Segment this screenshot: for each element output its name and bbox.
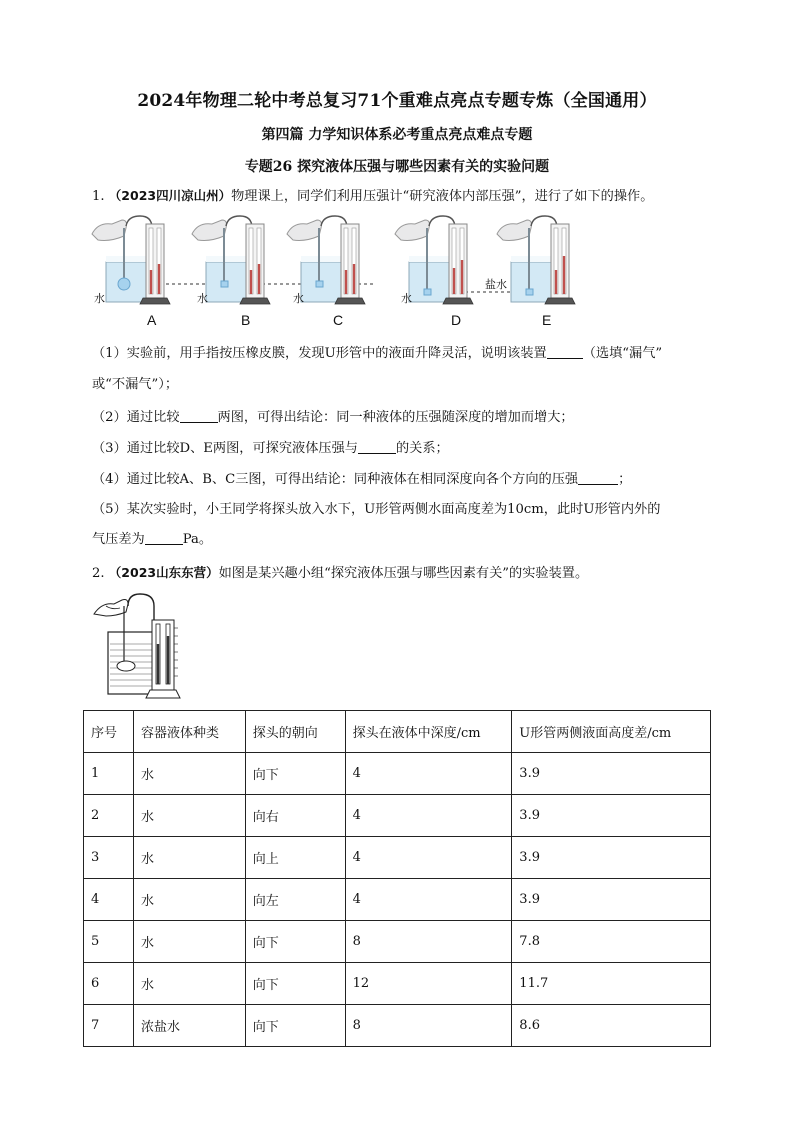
table-cell: 向下 [245, 1005, 345, 1047]
table-row [84, 1005, 711, 1047]
question-source: （2023山东东营） [108, 565, 219, 580]
section-heading: 第四篇 力学知识体系必考重点亮点难点专题 [261, 127, 533, 143]
table-row [84, 879, 711, 921]
q1-part-5-line-2: 气压差为 Pa。 [92, 532, 213, 547]
document-title: 2024年物理二轮中考总复习71个重难点亮点专题专炼（全国通用） [137, 91, 657, 111]
q1-part-1-line-1: （1）实验前，用手指按压橡皮膜，发现U形管中的液面升降灵活，说明该装置 （选填“漏气” [92, 346, 663, 361]
topic-heading: 专题26 探究液体压强与哪些因素有关的实验问题 [244, 159, 550, 175]
q1-part-2: （2）通过比较 两图，可得出结论：同一种液体的压强随深度的增加而增大； [92, 410, 574, 425]
water-label-d: 水 [401, 293, 412, 305]
salt-water-label: 盐水 [485, 279, 507, 291]
water-label-c: 水 [293, 293, 304, 305]
table-cell: 2 [84, 795, 134, 837]
hand [497, 220, 532, 241]
table-cell: 11.7 [512, 963, 711, 1005]
water-label-b: 水 [197, 293, 208, 305]
figure-label-c: C [333, 312, 344, 328]
pressure-gauge-sketch [92, 592, 192, 702]
figure-label-e: E [542, 312, 552, 328]
column-header: 容器液体种类 [133, 711, 245, 753]
question-number: 1. [92, 189, 105, 204]
table-cell: 8 [345, 921, 512, 963]
table-cell: 3.9 [512, 879, 711, 921]
table-cell: 5 [84, 921, 134, 963]
answer-blank[interactable] [145, 531, 183, 545]
table-cell: 向下 [245, 921, 345, 963]
question-source: （2023四川凉山州） [108, 188, 232, 203]
table-cell: 3.9 [512, 753, 711, 795]
table-cell: 4 [345, 879, 512, 921]
table-header-row [84, 711, 711, 753]
question-number: 2. [92, 566, 105, 581]
table-cell: 4 [345, 837, 512, 879]
q1-part-4: （4）通过比较A、B、C三图，可得出结论：同种液体在相同深度向各个方向的压强 ； [92, 472, 632, 487]
table-cell: 7 [84, 1005, 134, 1047]
table-row [84, 795, 711, 837]
figure-label-b: B [241, 312, 251, 328]
water-label-a: 水 [94, 293, 105, 305]
table-cell: 水 [133, 795, 245, 837]
table-row [84, 837, 711, 879]
table-cell: 6 [84, 963, 134, 1005]
q1-part-1-line-2: 或“不漏气”）； [92, 377, 179, 392]
column-header: 探头在液体中深度/cm [345, 711, 512, 753]
table-cell: 3 [84, 837, 134, 879]
question-2-stem [92, 563, 588, 584]
table-cell: 12 [345, 963, 512, 1005]
answer-blank[interactable] [547, 345, 583, 359]
table-cell: 水 [133, 753, 245, 795]
table-cell: 水 [133, 921, 245, 963]
answer-blank[interactable] [180, 409, 218, 423]
q1-part-3: （3）通过比较D、E两图，可探究液体压强与 的关系； [92, 441, 449, 456]
hand [395, 220, 430, 241]
answer-blank[interactable] [358, 440, 396, 454]
figure-label-d: D [451, 312, 462, 328]
data-table [83, 710, 711, 1047]
hand [92, 220, 127, 241]
table-cell: 向右 [245, 795, 345, 837]
question-text: 物理课上，同学们利用压强计“研究液体内部压强”，进行了如下的操作。 [231, 189, 654, 204]
question-text: 如图是某兴趣小组“探究液体压强与哪些因素有关”的实验装置。 [218, 566, 589, 581]
table-row [84, 753, 711, 795]
table-cell: 向上 [245, 837, 345, 879]
table-cell: 水 [133, 837, 245, 879]
column-header: U形管两侧液面高度差/cm [512, 711, 711, 753]
table-cell: 水 [133, 963, 245, 1005]
u-tube-gauge [146, 224, 164, 298]
column-header: 序号 [84, 711, 134, 753]
table-row [84, 963, 711, 1005]
table-cell: 3.9 [512, 837, 711, 879]
table-row [84, 921, 711, 963]
table-cell: 7.8 [512, 921, 711, 963]
answer-blank[interactable] [578, 471, 618, 485]
table-cell: 4 [345, 795, 512, 837]
table-cell: 向左 [245, 879, 345, 921]
table-cell: 8 [345, 1005, 512, 1047]
table-cell: 水 [133, 879, 245, 921]
table-cell: 向下 [245, 753, 345, 795]
table-cell: 3.9 [512, 795, 711, 837]
table-cell: 4 [345, 753, 512, 795]
question-1-stem [92, 186, 653, 207]
hand [192, 220, 227, 241]
column-header: 探头的朝向 [245, 711, 345, 753]
hand [287, 220, 322, 241]
table-cell: 4 [84, 879, 134, 921]
q1-part-5-line-1: （5）某次实验时，小王同学将探头放入水下，U形管两侧水面高度差为10cm，此时U形管内外的 [92, 502, 661, 517]
table-cell: 向下 [245, 963, 345, 1005]
figure-label-a: A [147, 312, 157, 328]
table-cell: 1 [84, 753, 134, 795]
table-cell: 浓盐水 [133, 1005, 245, 1047]
table-cell: 8.6 [512, 1005, 711, 1047]
